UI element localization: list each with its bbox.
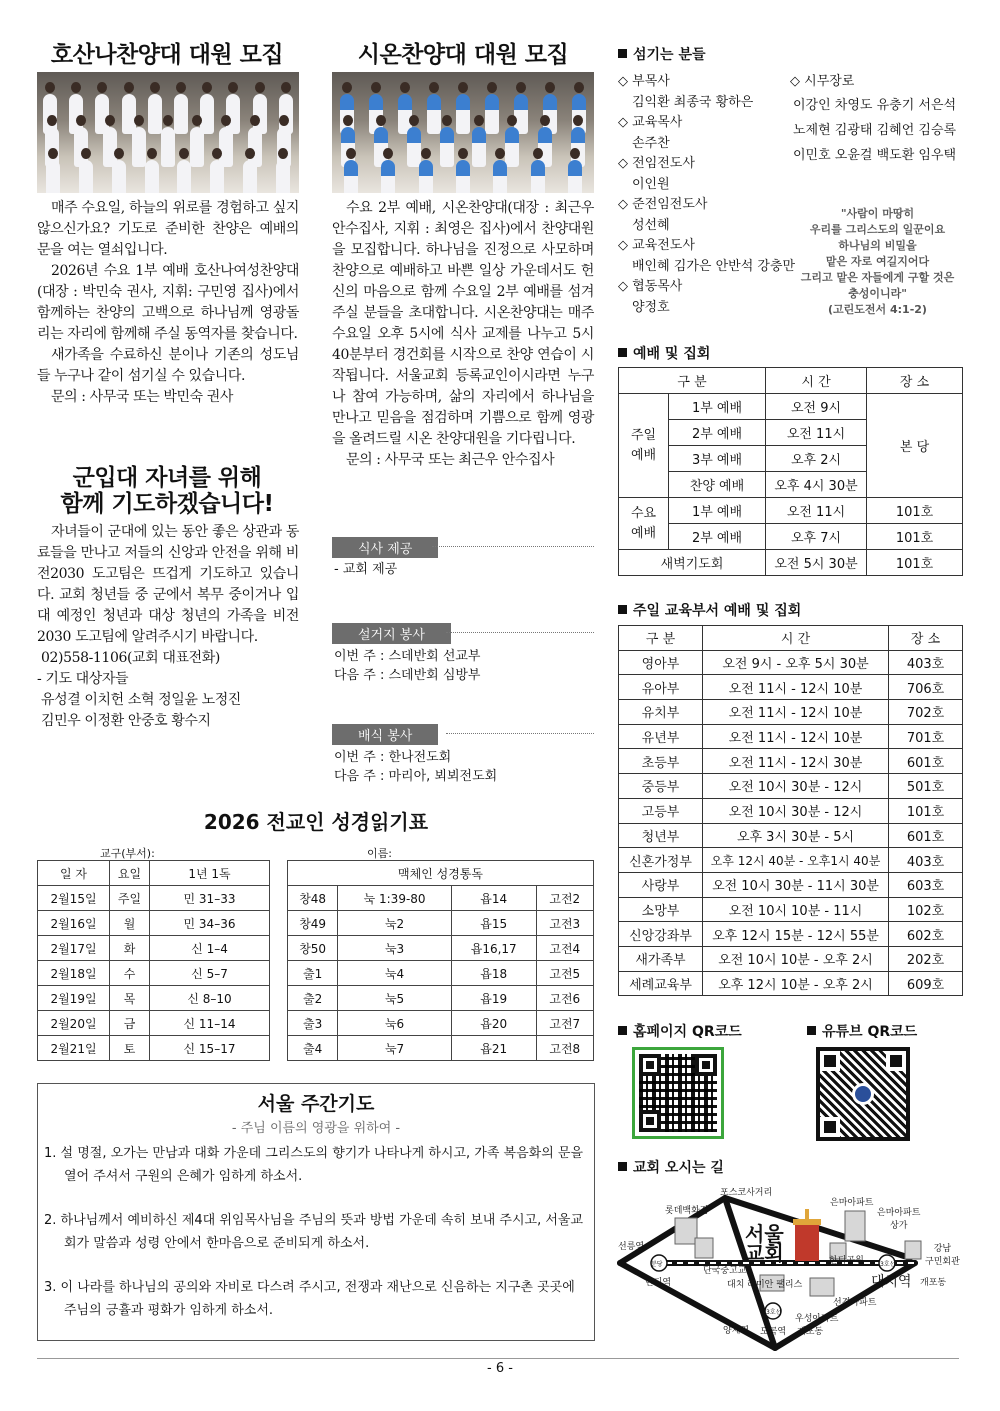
military-p1: 자녀들이 군대에 있는 동안 좋은 상관과 동료들을 만나고 저들의 신앙과 안전을 위해 비전2030 도고팀은 뜨겁게 기도하고 있습니다. 교회 청년들 중 군에서 복무 중이거나 입대 예정인 청년과 대상 청년의 가족을 비전2030 도고팀에 알려주시기 바랍니다.: [37, 524, 299, 645]
dishes-section: [332, 623, 451, 644]
map-label-seongyeong: 선경아파트: [833, 1298, 877, 1308]
map-label-seolleung: 선릉역: [618, 1242, 645, 1252]
meal-section: [332, 537, 438, 558]
table-row: 2월17일 화 신 1–4: [38, 936, 270, 961]
staff-left: [618, 72, 796, 318]
zion-p2: 문의 : 사무국 또는 최근우 안수집사: [346, 452, 555, 468]
dishes-next-week: 다음 주 : 스데반회 심방부: [334, 668, 481, 683]
edu-head: 주일 교육부서 예배 및 집회: [618, 600, 801, 620]
dishes-lines: [334, 647, 481, 685]
col-year: 1년 1독: [150, 861, 270, 886]
map-label-wooseong: 우성아파트: [795, 1314, 839, 1324]
dishes-tag: 설거지 봉사: [332, 623, 451, 644]
worship-head: 예배 및 집회: [618, 343, 710, 363]
hosanna-p1: 매주 수요일, 하늘의 위로를 경험하고 싶지 않으신가요? 기도로 준비한 찬양은 예배의 문을 여는 열쇠입니다.: [37, 200, 299, 258]
elders-names-1: 이강인 차영도 유충기 서은석: [793, 97, 957, 113]
map-label-hanti-park: 한티공원: [829, 1256, 864, 1266]
serving-tag: 배식 봉사: [332, 724, 438, 745]
map-label-line3b: 3호선: [766, 1309, 782, 1316]
sunday-place: 본 당: [867, 394, 963, 498]
bible-name-label: 이름:: [367, 847, 392, 860]
map-label-yangjae: 양재역: [723, 1326, 750, 1336]
col-day: 요일: [110, 861, 150, 886]
staff-names: 김익환 최종국 황하은: [632, 94, 754, 110]
staff-role: ◇ 준전임전도사: [618, 197, 708, 212]
map-label-gaepo2: 개포동: [797, 1327, 824, 1337]
zion-p1: 수요 2부 예배, 시온찬양대(대장 : 최근우 안수집사, 지휘 : 최영은 집사)에서 찬양대원을 모집합니다. 하나님을 진정으로 사모하며 찬양으로 예배하고 바쁜 일상 가운데서도 헌신의 마음으로 함께 수요일 2부 예배를 섬겨주실 분들을 초대합니다. 시온찬양대는 매주 수요일 오후 5시에 식사 교제를 나누고 5시 40분부터 경건회를 시작으로 찬양 연습이 시작됩니다. 서울교회 등록교인이시라면 누구나 참여 가능하며, 삶의 자리에서 하나님을 만나고 믿음을 점검하며 기쁨으로 함께 영광을 올려드릴 시온 찬양대원을 기다립니다.: [332, 200, 594, 447]
prayer-title: 서울 주간기도: [257, 1093, 375, 1115]
map-label-line-bundang: 분당: [651, 1261, 663, 1268]
staff-names: 이인원: [632, 176, 670, 192]
table-row: 초등부 오전 11시 - 12시 30분 601호: [619, 749, 963, 774]
map-label-gaepo: 개포동: [920, 1278, 947, 1288]
military-list-label: - 기도 대상자들: [37, 671, 129, 687]
table-row: 2월19일 목 신 8–10: [38, 986, 270, 1011]
prayer-item-1: 1. 설 명절, 오가는 만남과 대화 가운데 그리스도의 향기가 나타나게 하시고, 가족 복음화의 문을 열어 주셔서 구원의 은혜가 임하게 하소서.: [44, 1146, 584, 1184]
dishes-this-week: 이번 주 : 스데반회 선교부: [334, 649, 481, 664]
map-label-school: 단국중고교: [703, 1266, 747, 1276]
bible-group-label: 교구(부서):: [100, 847, 155, 860]
table-row: 출1 눅4 욥18 고전5: [288, 961, 594, 986]
military-names-2: 김민우 이정환 안중호 황수지: [41, 713, 211, 729]
military-phone: 02)558-1106(교회 대표전화): [41, 650, 220, 666]
zion-title: 시온찬양대 대원 모집: [357, 42, 569, 68]
qr-home-head: 홈페이지 QR코드: [618, 1021, 742, 1041]
map-label-dogok: 도곡역: [760, 1327, 787, 1337]
table-row: 2월15일 주일 민 31–33: [38, 886, 270, 911]
elders-role: ◇ 시무장로: [790, 74, 855, 89]
serving-next-week: 다음 주 : 마리아, 뵈뵈전도회: [334, 769, 498, 784]
military-title-line2: 함께 기도하겠습니다!: [60, 491, 274, 517]
table-row: 신혼가정부 오후 12시 40분 - 오후1시 40분 403호: [619, 848, 963, 873]
hosanna-p3: 새가족을 수료하신 분이나 기존의 성도님들 누구나 같이 섬기실 수 있습니다.: [37, 347, 299, 384]
table-row: 세례교육부 오후 12시 10분 - 오후 2시 609호: [619, 971, 963, 996]
table-row: 영아부 오전 9시 - 오후 5시 30분 403호: [619, 650, 963, 675]
page-number: - 6 -: [487, 1361, 513, 1376]
table-row: 창49 눅2 욥15 고전3: [288, 911, 594, 936]
map-label-daechi-lemian: 대치 래미안 팰리스: [727, 1280, 803, 1290]
table-row: 2월20일 금 신 11–14: [38, 1011, 270, 1036]
zion-choir-photo: [332, 72, 594, 193]
directions-head: 교회 오시는 길: [618, 1157, 724, 1177]
table-row: 소망부 오전 10시 10분 - 11시 102호: [619, 897, 963, 922]
table-row: 중등부 오전 10시 30분 - 12시 501호: [619, 774, 963, 799]
col-mcheyne: 맥체인 성경통독: [288, 861, 594, 886]
sunday-label: 주일 예배: [619, 394, 669, 498]
wed-label: 수요 예배: [619, 498, 669, 550]
table-row: 창50 눅3 욥16,17 고전4: [288, 936, 594, 961]
elders-names-2: 노제현 김광태 김혜언 김승록: [793, 122, 957, 138]
map-label-gangnam-hall: 강남 구민회관: [925, 1244, 960, 1267]
staff-role: ◇ 교육목사: [618, 115, 683, 130]
col-time: 시 간: [766, 368, 867, 394]
staff-role: ◇ 협동목사: [618, 279, 683, 294]
staff-names: 양정호: [632, 299, 670, 315]
staff-role: ◇ 부목사: [618, 74, 670, 89]
bible-verse: "사람이 마땅히 우리를 그리스도의 일꾼이요 하나님의 비밀을 맡은 자로 여길지어다 그리고 맡은 자들에게 구할 것은 충성이니라" (고린도전서 4:1-2): [800, 207, 955, 316]
table-row: 신앙강좌부 오후 12시 15분 - 12시 55분 602호: [619, 922, 963, 947]
weekly-prayer-box: [37, 1083, 595, 1341]
staff-names: 손주찬: [632, 135, 670, 151]
map-label-eunma-mall: 은마아파트 상가: [877, 1208, 921, 1231]
bible-mcheyne-table: [287, 860, 594, 1061]
hosanna-p2: 2026년 수요 1부 예배 호산나여성찬양대(대장 : 박민숙 권사, 지휘: 구민영 집사)에서 함께하는 찬양의 고백으로 하나님께 영광돌리는 자리에 함께해 주실 동역자를 찾습니다.: [37, 263, 299, 342]
hosanna-p4: 문의 : 사무국 또는 박민숙 권사: [51, 389, 234, 405]
elders-names-3: 이민호 오윤걸 백도환 임우택: [793, 147, 957, 163]
prayer-item-3: 3. 이 나라를 하나님의 공의와 자비로 다스려 주시고, 전쟁과 재난으로 신음하는 지구촌 곳곳에 주님의 긍휼과 평화가 임하게 하소서.: [44, 1280, 575, 1318]
table-row: 2월16일 월 민 34–36: [38, 911, 270, 936]
military-names-1: 유성결 이치헌 소혁 정일윤 노정진: [41, 692, 241, 708]
map-label-posco: 포스코사거리: [720, 1188, 773, 1198]
table-row: 고등부 오전 10시 30분 - 12시 101호: [619, 798, 963, 823]
serving-section: [332, 724, 438, 745]
table-row: 출3 눅6 욥20 고전7: [288, 1011, 594, 1036]
youtube-logo-icon: [852, 1083, 874, 1105]
bible-title: 2026 전교인 성경읽기표: [203, 810, 429, 834]
col-place: 장 소: [867, 368, 963, 394]
military-body: [37, 522, 299, 732]
table-row: 사랑부 오전 10시 30분 - 11시 30분 603호: [619, 872, 963, 897]
table-row: 유아부 오전 11시 - 12시 10분 706호: [619, 675, 963, 700]
edu-table: 구 분 시 간 장 소 영아부 오전 9시 - 오후 5시 30분 403호 유아부 오전 11시 - 12시 10분 706호 유치부 오전 11시 - 12시 10분 702호 유년부 오전 11시 - 12시 10분 701호 초등부 오전 11시 - 12시 30분 601호 중등부 오전 10시 30분 - 12시 501호 고등부 오전 10시 30분 - 12시 101호 청년부 오후 3시 30분 - 5시 601호 신혼가정부 오후 12시 40분 - 오후1시 40분 403호 사랑부 오전 10시 30분 - 11시 30분 603호 소망부 오전 10시 10분 - 11시 102호 신앙강좌부 오후 12시 15분 - 12시 55분 602호 새가족부 오전 10시 10분 - 오후 2시 202호 세례교육부 오후 12시 10분 - 오후 2시 609호: [618, 625, 963, 996]
hosanna-title: 호산나찬양대 대원 모집: [50, 42, 284, 68]
hosanna-choir-photo: [37, 72, 299, 193]
col-type: 구 분: [619, 368, 766, 394]
directions-map: [615, 1183, 965, 1358]
table-row: 새가족부 오전 10시 10분 - 오후 2시 202호: [619, 946, 963, 971]
zion-body: [332, 198, 594, 471]
hosanna-body: [37, 198, 299, 408]
map-church-name: 서울 교회: [745, 1222, 784, 1265]
staff-names: 배인혜 김가은 안반석 강충만: [632, 258, 796, 274]
map-label-daechi: 대치역: [871, 1274, 912, 1290]
table-row: 청년부 오후 3시 30분 - 5시 601호: [619, 823, 963, 848]
table-row: 2월21일 토 신 15–17: [38, 1036, 270, 1061]
table-row: 2월18일 수 신 5–7: [38, 961, 270, 986]
footer-rule: [37, 1358, 959, 1359]
homepage-qr-code[interactable]: [632, 1047, 724, 1139]
military-title-line1: 군입대 자녀를 위해: [72, 465, 262, 491]
map-label-eunma: 은마아파트: [830, 1198, 874, 1208]
military-title: [36, 465, 298, 517]
serving-this-week: 이번 주 : 한나전도회: [334, 750, 452, 765]
table-row: 창48 눅 1:39-80 욥14 고전2: [288, 886, 594, 911]
bible-year-table: [37, 860, 270, 1061]
youtube-qr-code[interactable]: [816, 1047, 910, 1141]
worship-table: 구 분 시 간 장 소 주일 예배 1부 예배 오전 9시 본 당 2부 예배 오전 11시 3부 예배 오후 2시 찬양 예배 오후 4시 30분 수요 예배 1부 예배 오전 11시 101호 2부 예배 오후 7시 101호 새벽기도회 오전 5시 30분 101호: [618, 367, 963, 576]
map-label-lotte: 롯데백화점: [665, 1206, 709, 1216]
prayer-item-2: 2. 하나님께서 예비하신 제4대 위임목사님을 주님의 뜻과 방법 가운데 속히 보내 주시고, 서울교회가 말씀과 성령 안에서 한마음으로 준비되게 하소서.: [44, 1213, 584, 1251]
staff-names: 성선혜: [632, 217, 670, 233]
col-date: 일 자: [38, 861, 110, 886]
staff-role: ◇ 교육전도사: [618, 238, 695, 253]
staff-role: ◇ 전임전도사: [618, 156, 695, 171]
prayer-subtitle: - 주님 이름의 영광을 위하여 -: [231, 1121, 401, 1136]
map-label-hanti: 한티역: [645, 1278, 672, 1288]
staff-right: [790, 72, 965, 168]
table-row: 출4 눅7 욥21 고전8: [288, 1036, 594, 1061]
meal-line: - 교회 제공: [334, 562, 398, 577]
table-row: 유치부 오전 11시 - 12시 10분 702호: [619, 700, 963, 725]
serving-lines: [334, 748, 497, 786]
qr-youtube-head: 유튜브 QR코드: [807, 1021, 917, 1041]
table-row: 유년부 오전 11시 - 12시 10분 701호: [619, 724, 963, 749]
table-row: 출2 눅5 욥19 고전6: [288, 986, 594, 1011]
staff-head: 섬기는 분들: [618, 44, 706, 64]
map-label-line3: 3호선: [880, 1261, 896, 1268]
meal-tag: 식사 제공: [332, 537, 438, 558]
